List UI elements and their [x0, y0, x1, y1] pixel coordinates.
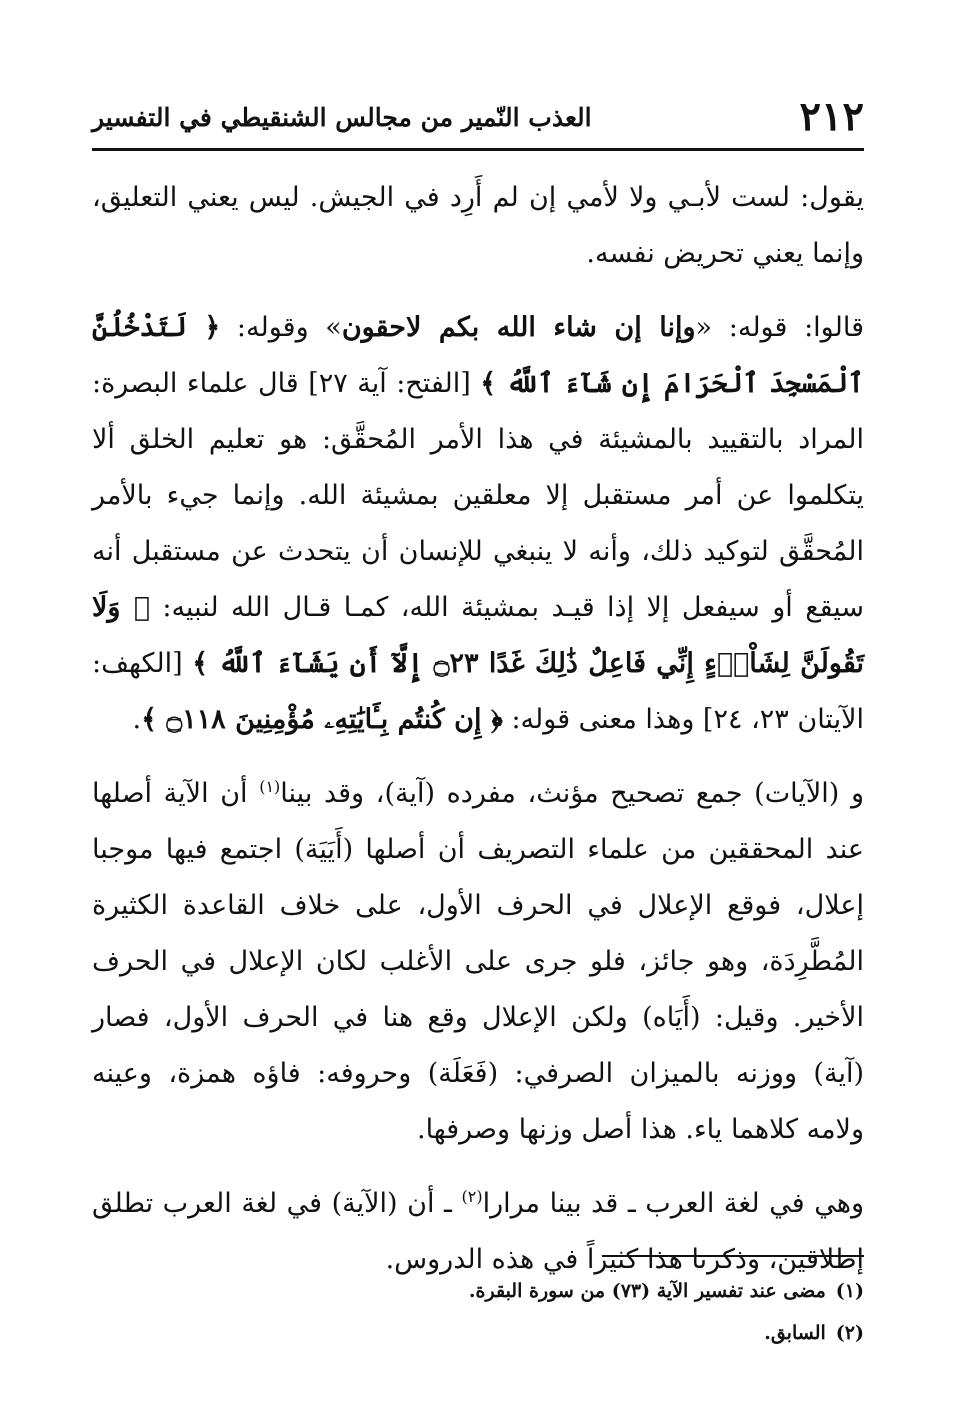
running-title: العذب النّمير من مجالس الشنقيطي في التفسير: [92, 103, 592, 132]
footnote-text: مضى عند تفسير الآية (٧٣) من سورة البقرة.: [468, 1280, 826, 1302]
footnote-ref: (١): [259, 777, 281, 796]
page-number: ٢١٢: [799, 93, 864, 140]
text-run: [الكهف: الآيتان ٢٣، ٢٤] وهذا معنى قوله:: [92, 648, 864, 735]
text-run: .: [132, 704, 142, 735]
paragraph: [92, 300, 864, 748]
text-run: و (الآيات) جمع تصحيح مؤنث، مفرده (آية)، وقد بينا: [280, 778, 864, 809]
text-run: ـ أن (الآية) في لغة العرب تطلق إطلاقين، وذكرنا هذا كثيراً في هذه الدروس.: [92, 1188, 864, 1275]
text-run: قالوا: قوله: «: [695, 312, 864, 343]
footnote: [108, 1272, 864, 1310]
body-text: [92, 170, 864, 1288]
footnote-number: (١): [835, 1280, 864, 1302]
quran-verse: ﴿ إِن كُنتُم بِـَٔايَٰتِهِۦ مُؤْمِنِينَ ۝١١٨ ﴾: [141, 704, 503, 735]
header-rule: [92, 148, 864, 151]
footnote-rule: [602, 1255, 864, 1257]
text-run: » وقوله:: [220, 312, 342, 343]
quran-verse: ﴿ وَلَا تَقُولَنَّ لِشَاْىۡءٍ إِنِّي فَاعِلٌ ذَٰلِكَ غَدًا ۝٢٣ إِلَّآ أَن يَشَآءَ ٱللَّهُ ﴾: [92, 592, 865, 679]
quoted-text: وإنا إن شاء الله بكم لاحقون: [341, 312, 696, 343]
footnote-ref: (٢): [461, 1187, 483, 1206]
footnote: [108, 1314, 864, 1352]
paragraph: [92, 170, 864, 282]
footnote-text: السابق.: [764, 1322, 826, 1344]
footnotes: [108, 1272, 864, 1356]
quran-verse: ﴿ لَتَدْخُلُنَّ ٱلْمَسْجِدَ ٱلْحَرَامَ إِن شَآءَ ٱللَّهُ ﴾: [92, 312, 864, 399]
text-run: وهي في لغة العرب ـ قد بينا مرارا: [482, 1188, 864, 1219]
footnote-number: (٢): [835, 1322, 864, 1344]
text-run: [الفتح: آية ٢٧] قال علماء البصرة: المراد بالتقييد بالمشيئة في هذا الأمر المُحقَّق: هو تعليم الخلق ألا يتكلموا عن أمر مستقبل إلا معلقين بمشيئة الله. وإنما جيء بالأمر المُحقَّق لتوكيد ذلك، وأنه لا ينبغي للإنسان أن يتحدث عن مستقبل أنه سيقع أو سيفعل إلا إذا قيـد بمشيئة الله، كمـا قـال الله لنبيه:: [92, 368, 864, 623]
text-run: يقول: لست لأبـي ولا لأمي إن لم أَرِد في الجيش. ليس يعني التعليق، وإنما يعني تحريض نفسه.: [92, 182, 864, 269]
paragraph: [92, 766, 864, 1158]
text-run: أن الآية أصلها عند المحققين من علماء التصريف أن أصلها (أَيَيَة) اجتمع فيها موجبا إعلال، فوقع الإعلال في الحرف الأول، على خلاف القاعدة الكثيرة المُطَّرِدَة، وهو جائز، فلو جرى على الأغلب لكان الإعلال في الحرف الأخير. وقيل: (أَيَاه) ولكن الإعلال وقع هنا في الحرف الأول، فصار (آية) ووزنه بالميزان الصرفي: (فَعَلَة) وحروفه: فاؤه همزة، وعينه ولامه كلاهما ياء. هذا أصل وزنها وصرفها.: [92, 778, 864, 1145]
page-header: [92, 92, 864, 142]
